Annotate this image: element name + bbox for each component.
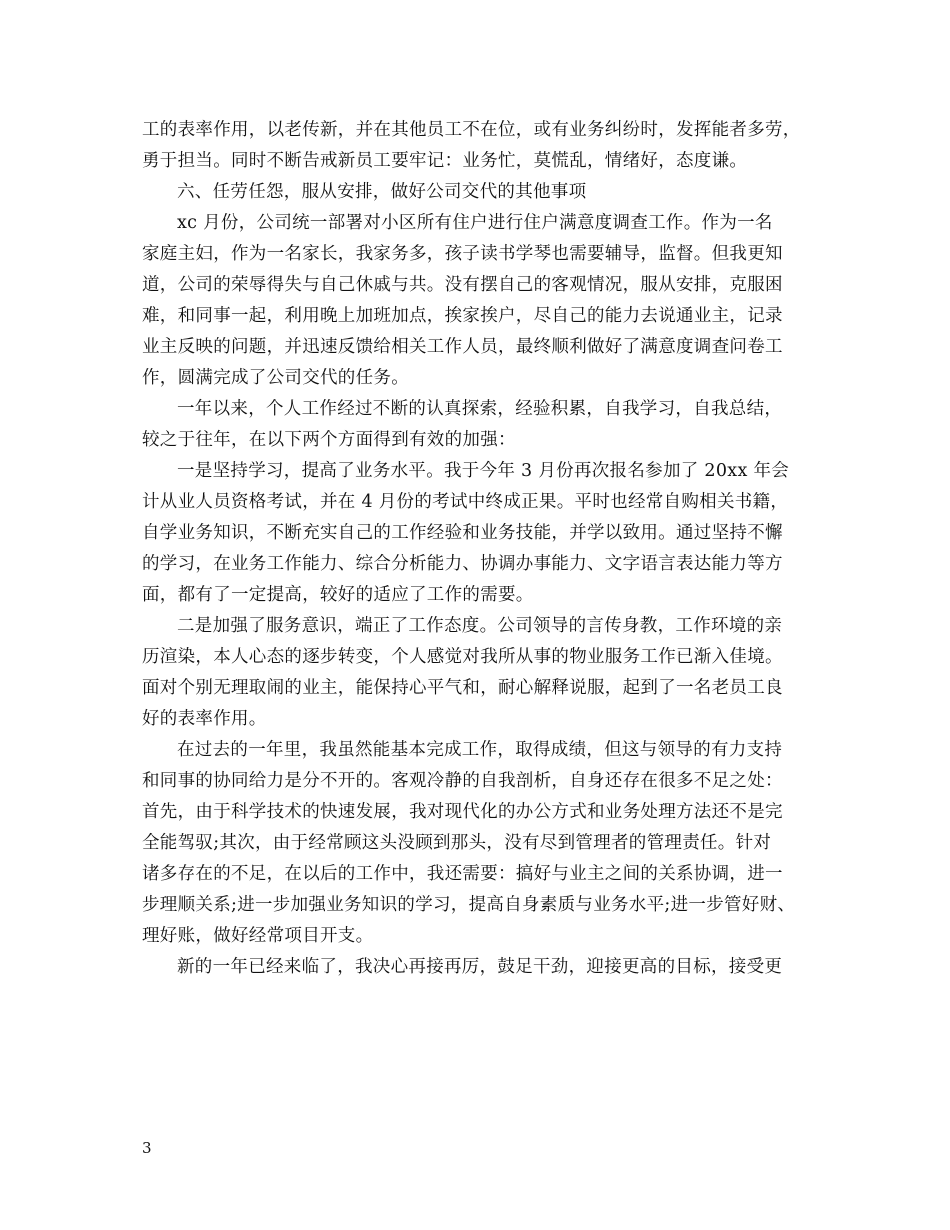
text-line: 面对个别无理取闹的业主，能保持心平气和，耐心解释说服，起到了一名老员工良 [142, 678, 783, 698]
text-line: 较之于往年，在以下两个方面得到有效的加强： [142, 430, 516, 450]
text-line: 全能驾驭;其次，由于经常顾这头没顾到那头，没有尽到管理者的管理责任。针对 [142, 833, 772, 853]
text-line: 家庭主妇，作为一名家长，我家务多，孩子读书学琴也需要辅导，监督。但我更知 [142, 244, 783, 264]
text-line: 历渲染，本人心态的逐步转变，个人感觉对我所从事的物业服务工作已渐入佳境。 [142, 647, 783, 667]
page-number: 3 [142, 1139, 152, 1157]
document-body [142, 115, 810, 983]
text-line: 计从业人员资格考试，并在 4 月份的考试中终成正果。平时也经常自购相关书籍， [142, 492, 789, 512]
text-line: 面，都有了一定提高，较好的适应了工作的需要。 [142, 585, 534, 605]
text-line: 自学业务知识，不断充实自己的工作经验和业务技能，并学以致用。通过坚持不懈 [142, 523, 783, 543]
text-line: 首先，由于科学技术的快速发展，我对现代化的办公方式和业务处理方法还不是完 [142, 802, 783, 822]
text-line: 业主反映的问题，并迅速反馈给相关工作人员，最终顺利做好了满意度调查问卷工 [142, 337, 783, 357]
text-line: 道，公司的荣辱得失与自己休戚与共。没有摆自己的客观情况，服从安排，克服困 [142, 275, 783, 295]
paragraph [142, 177, 810, 208]
text-line: 一是坚持学习，提高了业务水平。我于今年 3 月份再次报名参加了 20xx 年会 [177, 461, 790, 481]
paragraph [142, 394, 810, 456]
text-line: 在过去的一年里，我虽然能基本完成工作，取得成绩，但这与领导的有力支持 [177, 740, 783, 760]
paragraph [142, 735, 810, 952]
text-line: 和同事的协同给力是分不开的。客观冷静的自我剖析，自身还存在很多不足之处： [142, 771, 783, 791]
text-line: 的学习，在业务工作能力、综合分析能力、协调办事能力、文字语言表达能力等方 [142, 554, 783, 574]
text-line: 勇于担当。同时不断告戒新员工要牢记：业务忙，莫慌乱，情绪好，态度谦。 [142, 151, 748, 171]
text-line: 难，和同事一起，利用晚上加班加点，挨家挨户，尽自己的能力去说通业主，记录 [142, 306, 783, 326]
paragraph [142, 208, 810, 394]
text-line: 好的表率作用。 [142, 709, 267, 729]
text-line: 作，圆满完成了公司交代的任务。 [142, 368, 409, 388]
paragraph [142, 952, 810, 983]
text-line: 理好账，做好经常项目开支。 [142, 926, 374, 946]
paragraph [142, 611, 810, 735]
text-line: 步理顺关系;进一步加强业务知识的学习，提高自身素质与业务水平;进一步管好财、 [142, 895, 796, 915]
text-line: 六、任劳任怨，服从安排，做好公司交代的其他事项 [177, 182, 587, 202]
paragraph [142, 456, 810, 611]
text-line: 二是加强了服务意识，端正了工作态度。公司领导的言传身教，工作环境的亲 [177, 616, 783, 636]
text-line: 新的一年已经来临了，我决心再接再厉，鼓足干劲，迎接更高的目标，接受更 [177, 957, 783, 977]
text-line: xc 月份，公司统一部署对小区所有住户进行住户满意度调查工作。作为一名 [177, 213, 773, 233]
paragraph [142, 115, 810, 177]
text-line: 诸多存在的不足，在以后的工作中，我还需要：搞好与业主之间的关系协调，进一 [142, 864, 783, 884]
text-line: 一年以来，个人工作经过不断的认真探索，经验积累，自我学习，自我总结， [177, 399, 783, 419]
text-line: 工的表率作用，以老传新，并在其他员工不在位，或有业务纠纷时，发挥能者多劳， [142, 120, 801, 140]
